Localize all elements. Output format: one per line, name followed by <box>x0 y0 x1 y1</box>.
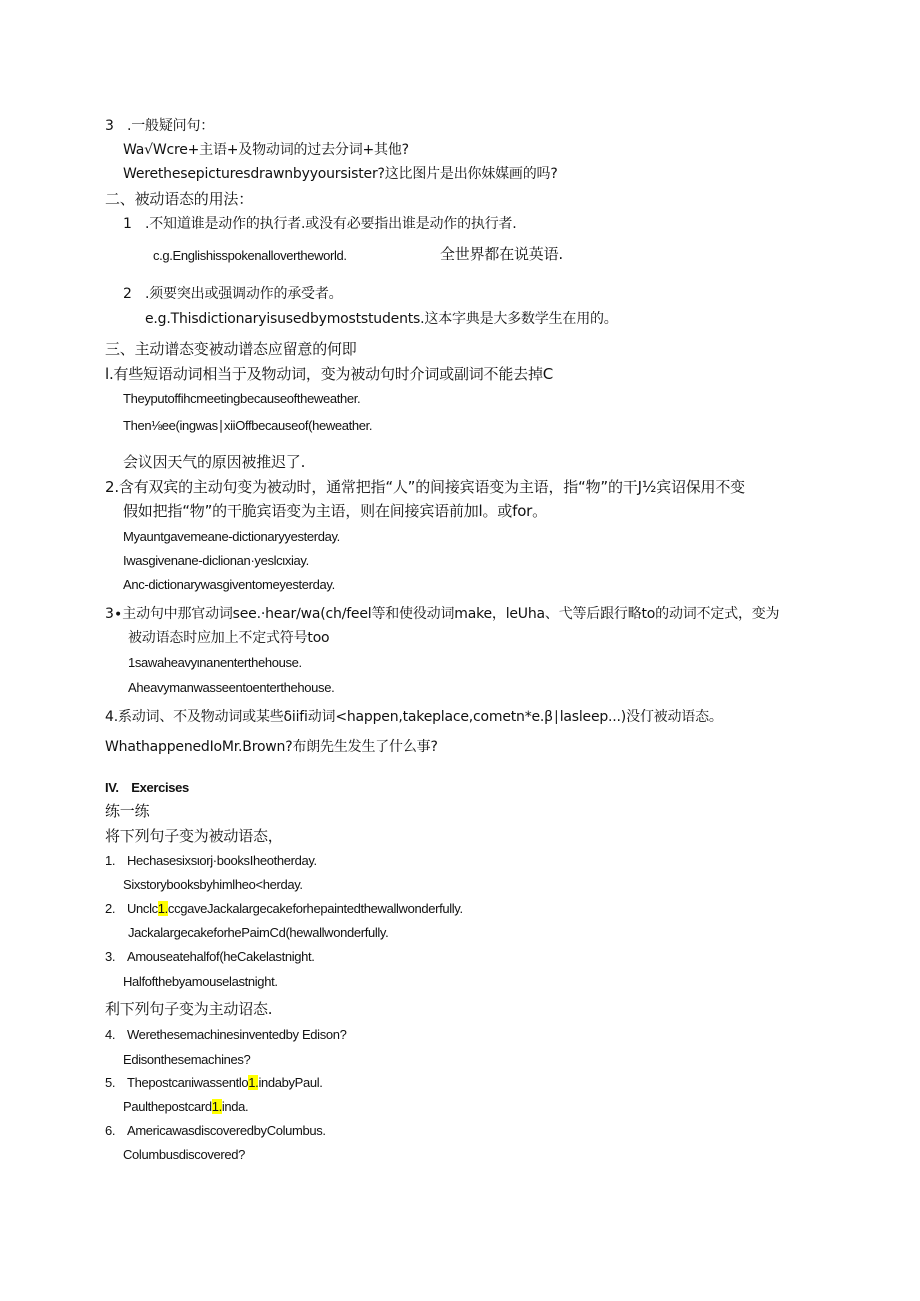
exercise-item-2-text-pre: Unclc <box>127 901 158 916</box>
usage-title: 二、被动语态的用法： <box>105 190 254 208</box>
note-1: l.有些短语动词相当于及物动词，变为被动句时介词或副词不能去掉C <box>105 365 554 383</box>
note-3-example-1: 1sawaheavyιnanenterthehouse. <box>128 655 302 670</box>
q3-heading <box>105 119 214 133</box>
exercise-item-3-number: 3. <box>105 949 116 964</box>
q3-number: 3 <box>105 118 114 134</box>
exercise-item-4-question <box>105 1028 346 1041</box>
exercise-item-3-question <box>105 950 315 963</box>
exercise-item-2-highlight: 1. <box>157 901 168 916</box>
exercise-item-6-answer: Columbusdiscovered? <box>123 1147 245 1162</box>
note-2-example-1: Myauntgavemeane-dictionaryyesterday. <box>123 529 340 544</box>
q3-formula: Wa√Wcre+主语+及物动词的过去分词+其他? <box>123 142 409 158</box>
exercise-item-5-number: 5. <box>105 1075 116 1090</box>
usage-2-number: 2 <box>123 286 132 302</box>
note-2-example-3: Anc-dictionarywasgiventomeyesterday. <box>123 577 335 592</box>
exercise-item-5-answer <box>123 1100 248 1113</box>
note-1-example-3: 会议因天气的原因被推迟了. <box>123 453 306 471</box>
exercise-item-5-answer-pre: Paulthepostcard <box>123 1099 212 1114</box>
exercise-item-1-number: 1. <box>105 853 116 868</box>
note-1-example-2: Then⅛ee(ingwas∣xiiOffbecauseof(heweather. <box>123 418 373 433</box>
exercises-instruction-1: 将下列句子变为被动语态， <box>105 827 283 845</box>
usage-1-number: 1 <box>123 216 132 232</box>
exercise-item-2-answer: JackalargecakeforhePaimCd(hewallwonderfully. <box>128 925 389 940</box>
note-4-example: WhathappenedIoMr.Brown?布朗先生发生了什么事? <box>105 739 438 755</box>
exercise-item-5-text-pre: Thepostcarιiwassentlo <box>127 1075 249 1090</box>
usage-1 <box>123 217 517 231</box>
note-1-example-1: Theyputoffihcmeetingbecauseoftheweather. <box>123 391 361 406</box>
exercises-instruction-2: 利下列句子变为主动诏态. <box>105 1000 273 1018</box>
note-4: 4.系动词、不及物动词或某些δiifi动词<happen,takeplace,cometn*e.β∣lasleep...)没仃被动语态。 <box>105 709 723 725</box>
exercise-item-5-answer-post: inda. <box>221 1099 249 1114</box>
q3-example: Werethesepicturesdrawnbyyoursister?这比图片是出你妹媒画的吗? <box>123 166 558 182</box>
exercise-item-3-text: Amouseatehalfof(heCakelastnight. <box>127 949 315 964</box>
note-3-example-2: Aheavymanwasseentoenterthehouse. <box>128 680 335 695</box>
exercise-item-1-answer: Sixstorybooksbyhimlheo<herday. <box>123 877 303 892</box>
usage-1-example-zh: 全世界都在说英语. <box>440 245 563 263</box>
note-2-example-2: Iwasgivenane-diclionan·yeslcιxiay. <box>123 553 309 568</box>
usage-1-example-en: c.g.Englishisspokenallovertheworld. <box>153 248 347 263</box>
usage-2 <box>123 287 342 301</box>
exercise-item-6-question <box>105 1124 326 1137</box>
usage-2-text: .须要突出或强调动作的承受者。 <box>145 286 343 302</box>
note-3-line-2: 被动语态时应加上不定式符号too <box>128 630 330 646</box>
exercise-item-6-number: 6. <box>105 1123 116 1138</box>
exercise-item-6-text: AmericawasdiscoveredbyColumbus. <box>127 1123 326 1138</box>
exercise-item-3-answer: Halfofthebyamouselastnight. <box>123 974 278 989</box>
exercise-item-4-text: Werethesemachinesinventedby Edison? <box>127 1027 347 1042</box>
exercises-subheading: 练一练 <box>105 802 150 820</box>
exercise-item-1-text: Hechasesixsιorj·booksIheotherday. <box>127 853 317 868</box>
usage-2-example: e.g.Thisdictionaryisusedbymoststudents.这本字典是大多数学生在用的。 <box>145 311 618 327</box>
exercise-item-1-question <box>105 854 317 867</box>
exercises-heading: IV. Exercises <box>105 780 189 795</box>
exercise-item-4-answer: Edisonthesemachines? <box>123 1052 251 1067</box>
usage-1-text: .不知道谁是动作的执行者.或没有必要指出谁是动作的执行者. <box>145 216 517 232</box>
exercise-item-4-number: 4. <box>105 1027 116 1042</box>
exercise-item-5-answer-highlight: 1. <box>211 1099 222 1114</box>
exercise-item-5-highlight: 1. <box>248 1075 259 1090</box>
notes-title: 三、主动谱态变被动谱态应留意的何即 <box>105 340 357 358</box>
note-3-line-1: 3∙主动句中那官动词see.·hear∕wa(ch∕feel等和使役动词make，leUha、弋等后跟行略to的动词不定式，变为 <box>105 606 780 622</box>
exercise-item-2-text-post: ccgaveJackalargecakeforhepaintedthewallwonderfully. <box>167 901 463 916</box>
note-2-line-1: 2.含有双宾的主动句变为被动时，通常把指“人”的间接宾语变为主语，指“物”的干J½宾诏保用不变 <box>105 478 745 496</box>
exercise-item-2-number: 2. <box>105 901 116 916</box>
exercise-item-2-question <box>105 902 463 915</box>
exercise-item-5-question <box>105 1076 323 1089</box>
note-2-line-2: 假如把指“物”的干脆宾语变为主语，则在间接宾语前加l。或for。 <box>123 502 547 520</box>
exercise-item-5-text-post: indabyPaul. <box>258 1075 323 1090</box>
q3-title: .一般疑问句： <box>127 118 215 134</box>
